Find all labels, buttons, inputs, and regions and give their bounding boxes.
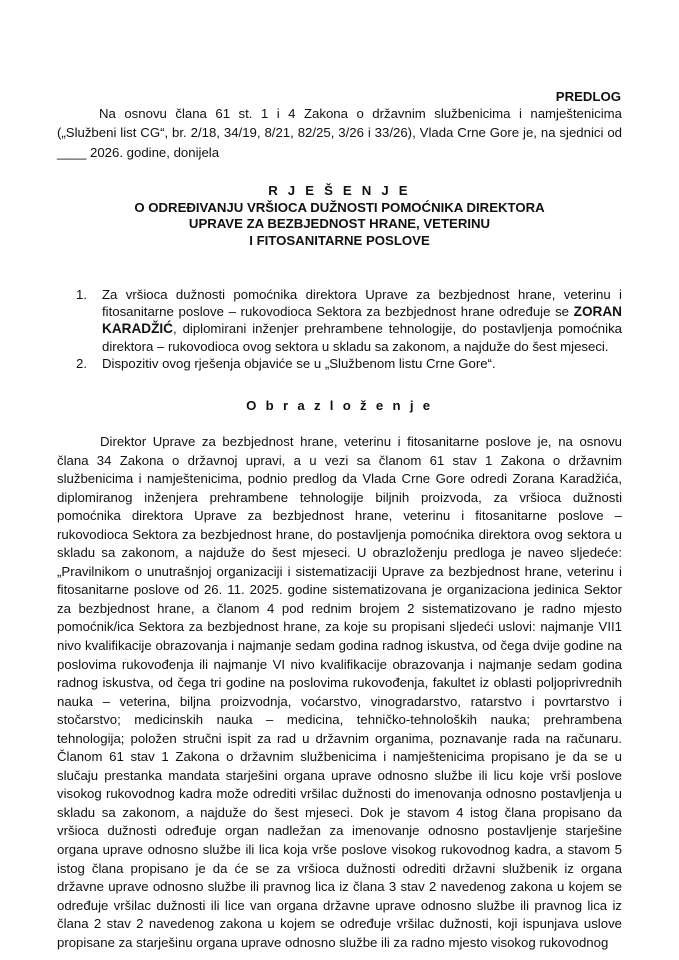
intro-paragraph: Na osnovu člana 61 st. 1 i 4 Zakona o državnim službenicima i namještenicima („Službeni list CG“, br. 2/18, 34/19, 8/21, 82/25, 3/26 i 33/26), Vlada Crne Gore je, na sjednici od ____ 2026. godine, donijela (57, 106, 622, 160)
title-line-1: R J E Š E N J E (268, 183, 411, 198)
proposal-label: PREDLOG (555, 89, 621, 104)
list-item (57, 355, 622, 372)
reasoning-heading: O b r a z l o ž e n j e (246, 398, 433, 413)
item-text-before: Za vršioca dužnosti pomoćnika direktora Uprave za bezbjednost hrane, veterinu i fitosanitarne poslove – rukovodioca Sektora za bezbjednost hrane određuje se (102, 287, 622, 320)
decision-title (57, 183, 622, 249)
title-line-4: I FITOSANITARNE POSLOVE (249, 232, 430, 248)
list-item (57, 286, 622, 355)
item-number: 1. (76, 287, 87, 302)
item-text-after: , diplomirani inženjer prehrambene tehnologije, do postavljenja pomoćnika direktora – rukovodioca ovog sektora u skladu sa zakonom, a najduže do šest mjeseci. (102, 321, 622, 354)
decision-items (57, 286, 622, 372)
title-line-3: UPRAVE ZA BEZBJEDNOST HRANE, VETERINU (188, 216, 491, 231)
item-number: 2. (76, 355, 87, 371)
item-text: Dispozitiv ovog rješenja objaviće se u „Službenom listu Crne Gore“. (102, 355, 496, 371)
title-line-2: O ODREĐIVANJU VRŠIOCA DUŽNOSTI POMOĆNIKA DIREKTORA (134, 199, 545, 215)
reasoning-paragraph: Direktor Uprave za bezbjednost hrane, veterinu i fitosanitarne poslove je, na osnovu člana 34 Zakona o državnoj upravi, a u vezi sa članom 61 stav 1 Zakona o državnim službenicima i namještenicima, podnio predlog da Vlada Crne Gore odredi Zorana Karadžića, diplomiranog inženjera prehrambene tehnologije biljnih proizvoda, za vršioca dužnosti pomoćnika direktora Uprave za bezbjednost hrane, veterinu i fitosanitarne poslove – rukovodioca Sektora za bezbjednost hrane, do postavljenja pomoćnika direktora ovog sektora u skladu sa zakonom, a najduže do šest mjeseci. U obrazloženju predloga je naveo sljedeće: „Pravilnikom o unutrašnjoj organizaciji i sistematizaciji Uprave za bezbjednost hrane, veterinu i fitosanitarne poslove od 26. 11. 2025. godine sistematizovana je organizaciona jedinica Sektor za bezbjednost hrane, a članom 4 pod rednim brojem 2 sistematizovano je radno mjesto pomoćnik/ica Sektora za bezbjednost hrane, za koje su propisani sljedeći uslovi: najmanje VII1 nivo kvalifikacije obrazovanja i najmanje sedam godina radnog iskustva, od čega dvije godine na poslovima rukovođenja ili najmanje VI nivo kvalifikacije obrazovanja i najmanje sedam godina radnog iskustva, od čega tri godine na poslovima rukovođenja, fakultet iz oblasti poljoprivrednih nauka – veterina, biljna proizvodnja, voćarstvo, vinogradarstvo, ratarstvo i povrtarstvo i stočarstvo; medicinskih nauka – medicina, tehničko-tehnoloških nauka; prehrambena tehnologija; položen stručni ispit za rad u državnim organima, poznavanje rada na računaru. Članom 61 stav 1 Zakona o državnim službenicima i namještenicima propisano je da se u slučaju prestanka mandata starješini organa uprave odnosno službe ili licu koje vrši poslove visokog rukovodnog kadra može odrediti vršilac dužnosti do imenovanja odnosno postavljenja u skladu sa zakonom, a najduže do šest mjeseci. Dok je stavom 4 istog člana propisano da vršioca dužnosti određuje organ nadležan za imenovanje odnosno postavljenje starješine organa uprave odnosno službe ili lica koja vrše poslove visokog rukovodnog kadra, a stavom 5 istog člana propisano je da će se za vršioca dužnosti odrediti državni službenik iz organa državne uprave odnosno službe ili pravnog lica iz člana 3 stav 2 navedenog zakona u kojem se određuje vršilac dužnosti ili lice van organa državne uprave odnosno službe ili pravnog lica iz člana 2 stav 2 navedenog zakona u kojem se određuje vršilac dužnosti, koji ispunjava uslove propisane za starješinu organa uprave odnosno službe ili za radno mjesto visokog rukovodnog (57, 434, 622, 950)
appointee-name: ZORAN KARADŽIĆ (102, 304, 622, 337)
